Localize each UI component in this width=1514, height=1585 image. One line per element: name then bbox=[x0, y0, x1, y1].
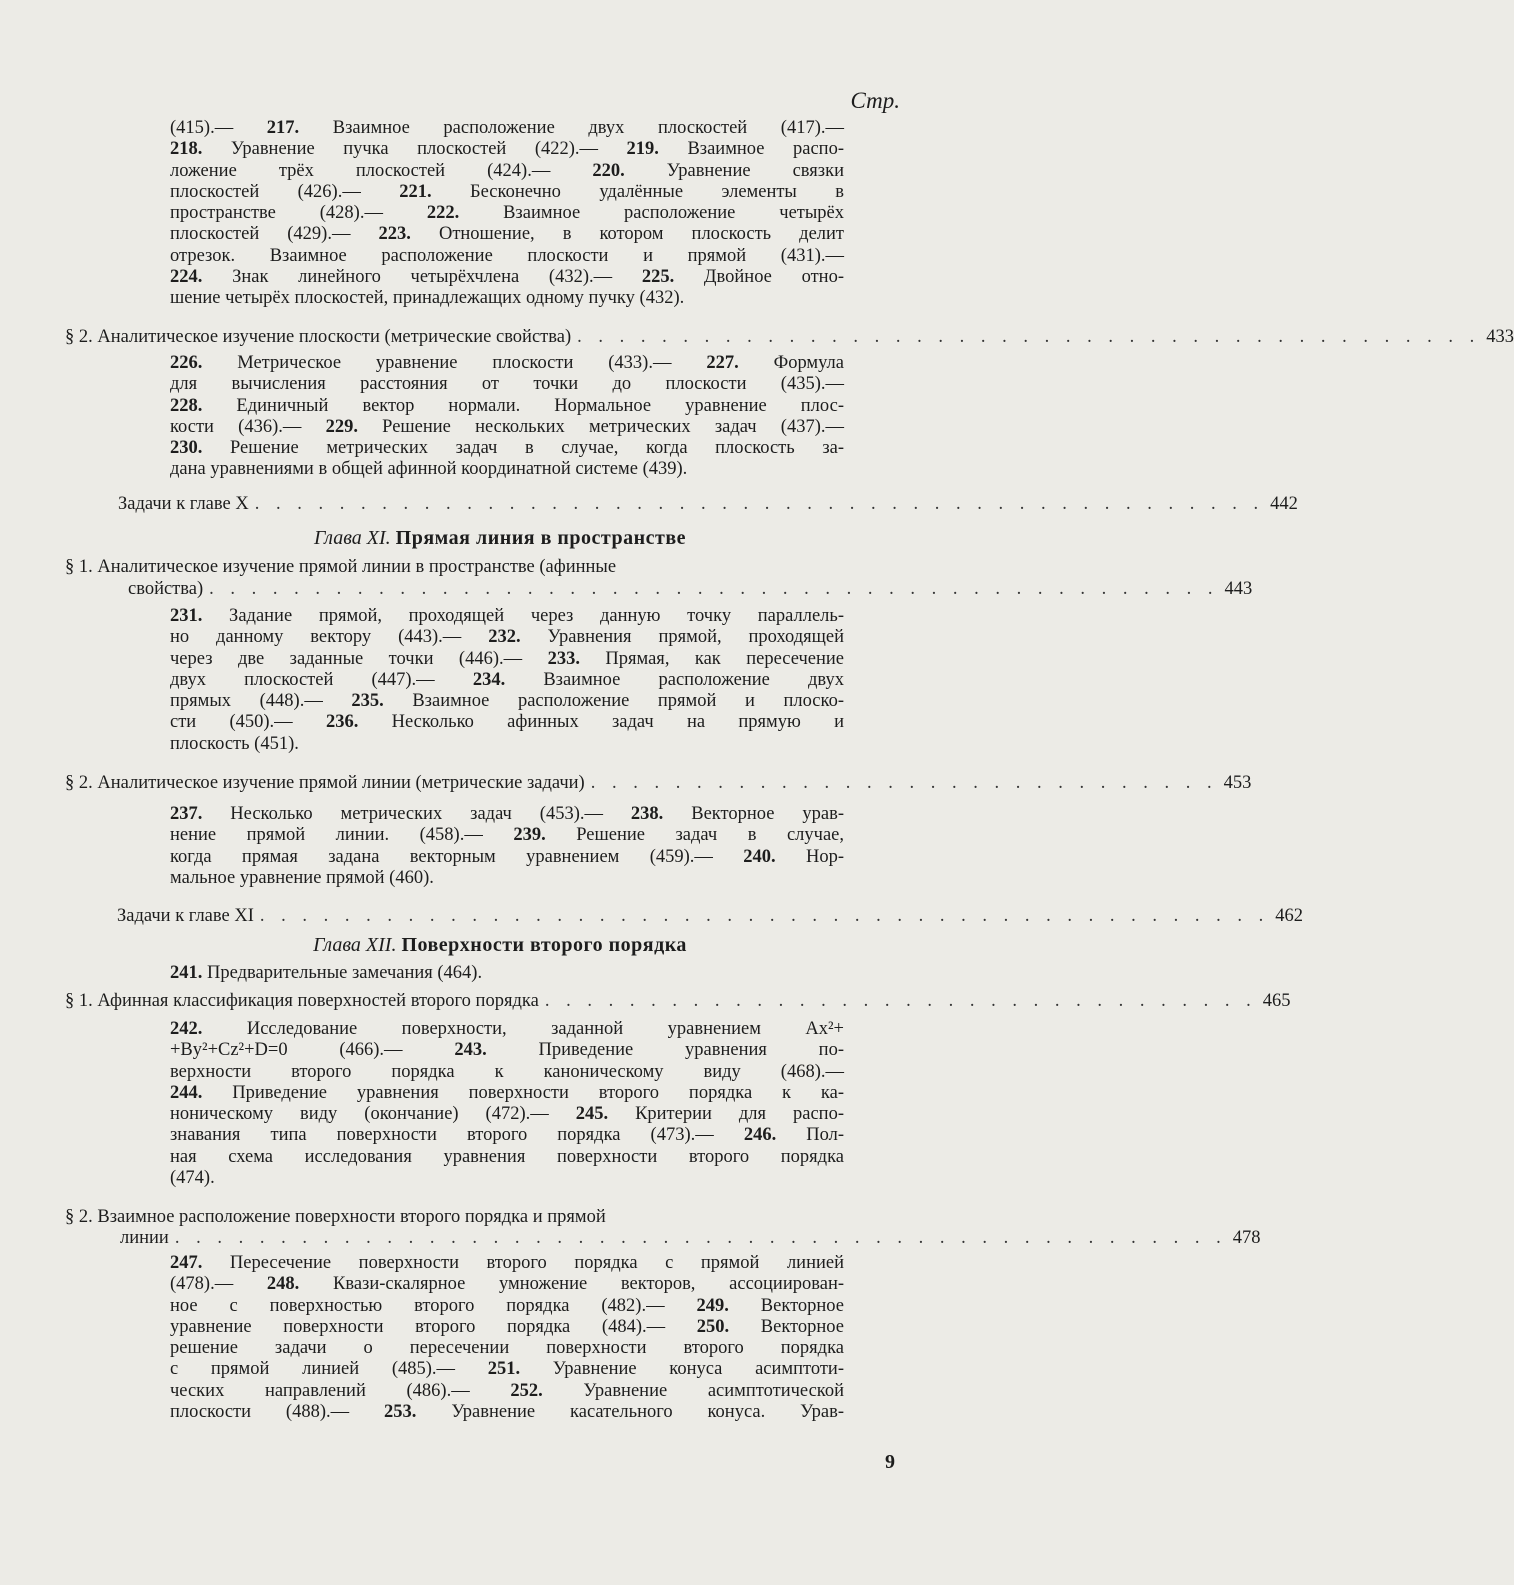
toc-line: ное с поверхностью второго порядка (482).— 249. Векторное bbox=[170, 1295, 844, 1316]
toc-section-surface-affine[interactable]: § 1. Афинная классификация поверхностей второго порядка . . . . . . . . . . . . . . . . . . . . . . . . . . . . . . . . . . 465 bbox=[65, 991, 1291, 1011]
toc-entries-block-5 bbox=[170, 963, 844, 984]
page-ref: 442 bbox=[1270, 494, 1298, 514]
toc-line: ная схема исследования уравнения поверхности второго порядка bbox=[170, 1146, 844, 1167]
page-ref: 453 bbox=[1223, 773, 1252, 793]
toc-section-line-metric[interactable]: § 2. Аналитическое изучение прямой линии (метрические задачи) . . . . . . . . . . . . . . . . . . . . . . . . . . . . . . 453 bbox=[65, 773, 1252, 793]
toc-section-plane-metric[interactable]: § 2. Аналитическое изучение плоскости (метрические свойства) . . . . . . . . . . . . . . . . . . . . . . . . . . . . . . . . . . . . . . . . . . . 433 bbox=[65, 327, 1514, 347]
chapter-xi-heading bbox=[0, 527, 1000, 550]
page-ref: 478 bbox=[1232, 1228, 1261, 1248]
toc-line: верхности второго порядка к каноническому виду (468).— bbox=[170, 1061, 844, 1082]
toc-line: кости (436).— 229. Решение нескольких метрических задач (437).— bbox=[170, 416, 844, 437]
toc-section-line-affine[interactable]: свойства) . . . . . . . . . . . . . . . . . . . . . . . . . . . . . . . . . . . . . . . . . . . . . . . . 443 bbox=[128, 579, 1253, 599]
toc-line: через две заданные точки (446).— 233. Прямая, как пересечение bbox=[170, 648, 844, 669]
toc-line: нение прямой линии. (458).— 239. Решение задач в случае, bbox=[170, 825, 844, 846]
toc-line: отрезок. Взаимное расположение плоскости и прямой (431).— bbox=[170, 245, 844, 266]
toc-entries-block-7 bbox=[170, 1253, 844, 1423]
toc-line: 224. Знак линейного четырёхчлена (432).— 225. Двойное отно- bbox=[170, 267, 844, 288]
toc-line: ческих направлений (486).— 252. Уравнение асимптотической bbox=[170, 1380, 844, 1401]
toc-line: сти (450).— 236. Несколько афинных задач на прямую и bbox=[170, 712, 844, 733]
toc-line: 228. Единичный вектор нормали. Нормальное уравнение плос- bbox=[170, 395, 844, 416]
dot-leader: . . . . . . . . . . . . . . . . . . . . . . . . . . . . . . . . . . . . . . . . . . . . . . . . bbox=[259, 906, 1270, 926]
toc-line: шение четырёх плоскостей, принадлежащих одному пучку (432). bbox=[170, 288, 685, 309]
toc-line: решение задачи о пересечении поверхности второго порядка bbox=[170, 1338, 844, 1359]
toc-line: плоскостей (429).— 223. Отношение, в котором плоскость делит bbox=[170, 224, 844, 245]
page-ref: 443 bbox=[1224, 579, 1253, 599]
chapter-title: Поверхности второго порядка bbox=[401, 934, 687, 956]
toc-line: 247. Пересечение поверхности второго порядка с прямой линией bbox=[170, 1253, 844, 1273]
toc-tasks-chapter-x[interactable]: Задачи к главе X . . . . . . . . . . . . . . . . . . . . . . . . . . . . . . . . . . . . . . . . . . . . . . . . 442 bbox=[118, 494, 1298, 514]
page-ref: 433 bbox=[1486, 327, 1514, 347]
toc-section-surface-line-first[interactable]: § 2. Взаимное расположение поверхности второго порядка и прямой bbox=[65, 1207, 606, 1227]
toc-line: с прямой линией (485).— 251. Уравнение конуса асимптоти- bbox=[170, 1359, 844, 1380]
toc-tasks-chapter-xi[interactable]: Задачи к главе XI . . . . . . . . . . . . . . . . . . . . . . . . . . . . . . . . . . . . . . . . . . . . . . . . 462 bbox=[117, 906, 1304, 926]
toc-line: плоскостей (426).— 221. Бесконечно удалённые элементы в bbox=[170, 181, 844, 202]
toc-line: дана уравнениями в общей афинной координатной системе (439). bbox=[170, 459, 688, 480]
toc-entries-block-6 bbox=[170, 1019, 844, 1189]
toc-line: 244. Приведение уравнения поверхности второго порядка к ка- bbox=[170, 1082, 844, 1103]
toc-line: 226. Метрическое уравнение плоскости (433).— 227. Формула bbox=[170, 353, 844, 373]
toc-line: 237. Несколько метрических задач (453).— 238. Векторное урав- bbox=[170, 804, 844, 824]
toc-line: плоскости (488).— 253. Уравнение касательного конуса. Урав- bbox=[170, 1402, 844, 1423]
toc-line: 242. Исследование поверхности, заданной уравнением Ax²+ bbox=[170, 1019, 844, 1039]
chapter-title: Прямая линия в пространстве bbox=[395, 527, 687, 549]
toc-section-line-affine-first[interactable]: § 1. Аналитическое изучение прямой линии в пространстве (афинные bbox=[65, 557, 617, 577]
dot-leader: . . . . . . . . . . . . . . . . . . . . . . . . . . . . . . . . . . . . . . . . . . . . . . . . bbox=[254, 494, 1265, 514]
toc-line: ноническому виду (окончание) (472).— 245. Критерии для распо- bbox=[170, 1104, 844, 1125]
page-column-header: Стр. bbox=[850, 88, 900, 113]
toc-line: мальное уравнение прямой (460). bbox=[170, 867, 434, 888]
page-number: 9 bbox=[885, 1451, 895, 1473]
toc-line: пространстве (428).— 222. Взаимное расположение четырёх bbox=[170, 203, 845, 224]
chapter-number: Глава XI. bbox=[313, 527, 391, 549]
toc-line: но данному вектору (443).— 232. Уравнения прямой, проходящей bbox=[170, 627, 844, 648]
dot-leader: . . . . . . . . . . . . . . . . . . . . . . . . . . . . . . . . . . . . . . . . . . . . . . . . bbox=[209, 579, 1219, 599]
chapter-xii-heading bbox=[0, 934, 1000, 957]
toc-line: 241. Предварительные замечания (464). bbox=[170, 963, 483, 983]
toc-line: 231. Задание прямой, проходящей через данную точку параллель- bbox=[170, 606, 844, 626]
toc-line: 218. Уравнение пучка плоскостей (422).— 219. Взаимное распо- bbox=[170, 139, 844, 160]
dot-leader: . . . . . . . . . . . . . . . . . . . . . . . . . . . . . . . . . . . . . . . . . . . . . . . . . . bbox=[174, 1228, 1227, 1248]
page-ref: 465 bbox=[1262, 991, 1291, 1011]
toc-line: когда прямая задана векторным уравнением (459).— 240. Нор- bbox=[170, 846, 844, 867]
chapter-number: Глава XII. bbox=[313, 934, 397, 956]
toc-section-surface-line[interactable]: линии . . . . . . . . . . . . . . . . . . . . . . . . . . . . . . . . . . . . . . . . . . . . . . . . . . 478 bbox=[120, 1228, 1261, 1248]
toc-line: уравнение поверхности второго порядка (484).— 250. Векторное bbox=[170, 1316, 844, 1337]
toc-line: плоскость (451). bbox=[170, 733, 299, 754]
dot-leader: . . . . . . . . . . . . . . . . . . . . . . . . . . . . . . bbox=[590, 773, 1218, 793]
page-ref: 462 bbox=[1275, 906, 1304, 926]
toc-entries-block-2 bbox=[170, 353, 844, 481]
toc-line: прямых (448).— 235. Взаимное расположение прямой и плоско- bbox=[170, 691, 844, 712]
toc-line: ложение трёх плоскостей (424).— 220. Уравнение связки bbox=[170, 160, 844, 181]
toc-line: двух плоскостей (447).— 234. Взаимное расположение двух bbox=[170, 669, 844, 690]
toc-line: (415).— 217. Взаимное расположение двух плоскостей (417).— bbox=[170, 118, 844, 138]
toc-entries-block-3 bbox=[170, 606, 844, 755]
toc-line: знавания типа поверхности второго порядка (473).— 246. Пол- bbox=[170, 1125, 844, 1146]
toc-line: для вычисления расстояния от точки до плоскости (435).— bbox=[170, 374, 844, 395]
toc-line: +By²+Cz²+D=0 (466).— 243. Приведение уравнения по- bbox=[170, 1040, 844, 1061]
dot-leader: . . . . . . . . . . . . . . . . . . . . . . . . . . . . . . . . . . bbox=[544, 991, 1257, 1011]
toc-line: (474). bbox=[170, 1168, 215, 1189]
toc-entries-block-1 bbox=[170, 118, 844, 310]
toc-line: (478).— 248. Квази-скалярное умножение векторов, ассоциирован- bbox=[170, 1274, 844, 1295]
toc-line: 230. Решение метрических задач в случае, когда плоскость за- bbox=[170, 438, 844, 459]
dot-leader: . . . . . . . . . . . . . . . . . . . . . . . . . . . . . . . . . . . . . . . . . . . bbox=[577, 327, 1481, 347]
toc-entries-block-4 bbox=[170, 804, 844, 889]
